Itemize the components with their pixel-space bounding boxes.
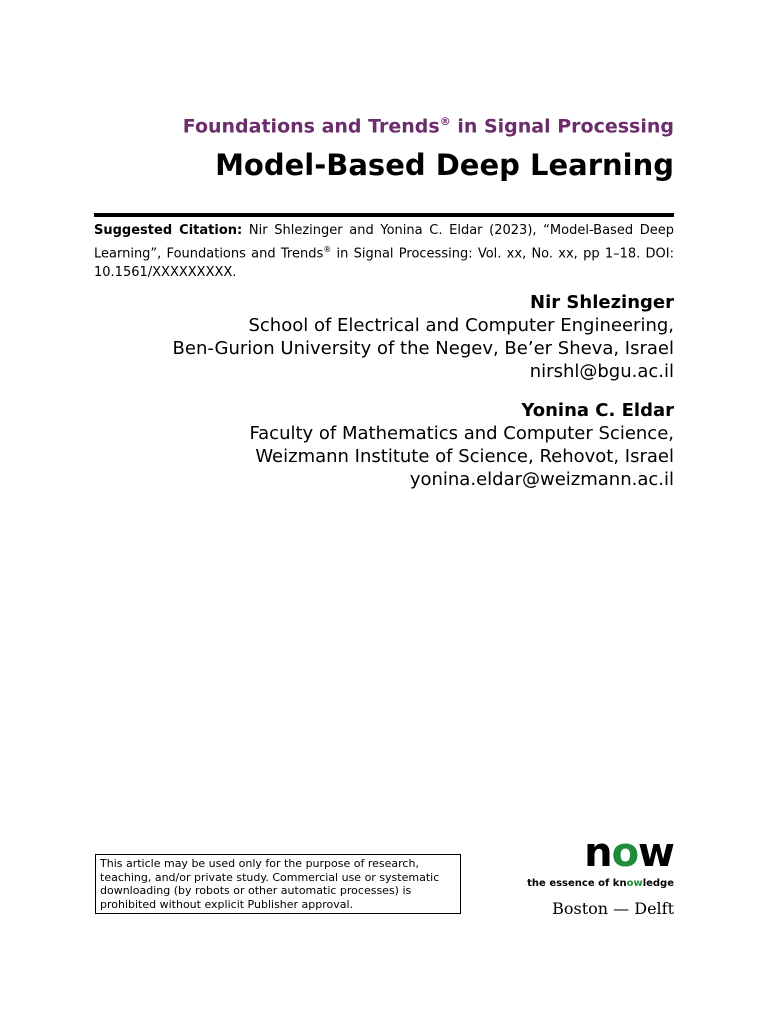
author-name: Yonina C. Eldar	[521, 400, 674, 421]
author-block-1	[94, 291, 674, 383]
author-affiliation: School of Electrical and Computer Engineering,	[248, 315, 674, 336]
publisher-tagline: the essence of knowledge	[527, 878, 674, 889]
author-name: Nir Shlezinger	[530, 292, 674, 313]
title-rule	[94, 213, 674, 217]
now-logo-icon: now	[584, 830, 674, 876]
citation-label: Suggested Citation:	[94, 223, 243, 238]
publisher-logo	[527, 830, 674, 918]
author-email[interactable]: nirshl@bgu.ac.il	[529, 361, 674, 382]
author-email[interactable]: yonina.eldar@weizmann.ac.il	[409, 469, 674, 490]
publisher-location: Boston — Delft	[552, 899, 674, 918]
journal-name: Foundations and Trends® in Signal Processing	[182, 115, 674, 138]
suggested-citation: Suggested Citation: Nir Shlezinger and Yonina C. Eldar (2023), “Model-Based Deep Learning”, Foundations and Trends® in Signal Processing: Vol. xx, No. xx, pp 1–18. DOI: 10.1561/XXXXXXXXX.	[94, 223, 675, 281]
author-affiliation: Faculty of Mathematics and Computer Science,	[249, 423, 674, 444]
usage-notice: This article may be used only for the purpose of research, teaching, and/or private study. Commercial use or systematic downloading (by robots or other automatic processes) is prohibited without explicit Publisher approval.	[95, 854, 461, 914]
author-affiliation: Ben-Gurion University of the Negev, Be’er Sheva, Israel	[172, 338, 674, 359]
author-block-2	[94, 399, 674, 491]
author-affiliation: Weizmann Institute of Science, Rehovot, Israel	[255, 446, 674, 467]
page-title: Model-Based Deep Learning	[215, 148, 674, 182]
